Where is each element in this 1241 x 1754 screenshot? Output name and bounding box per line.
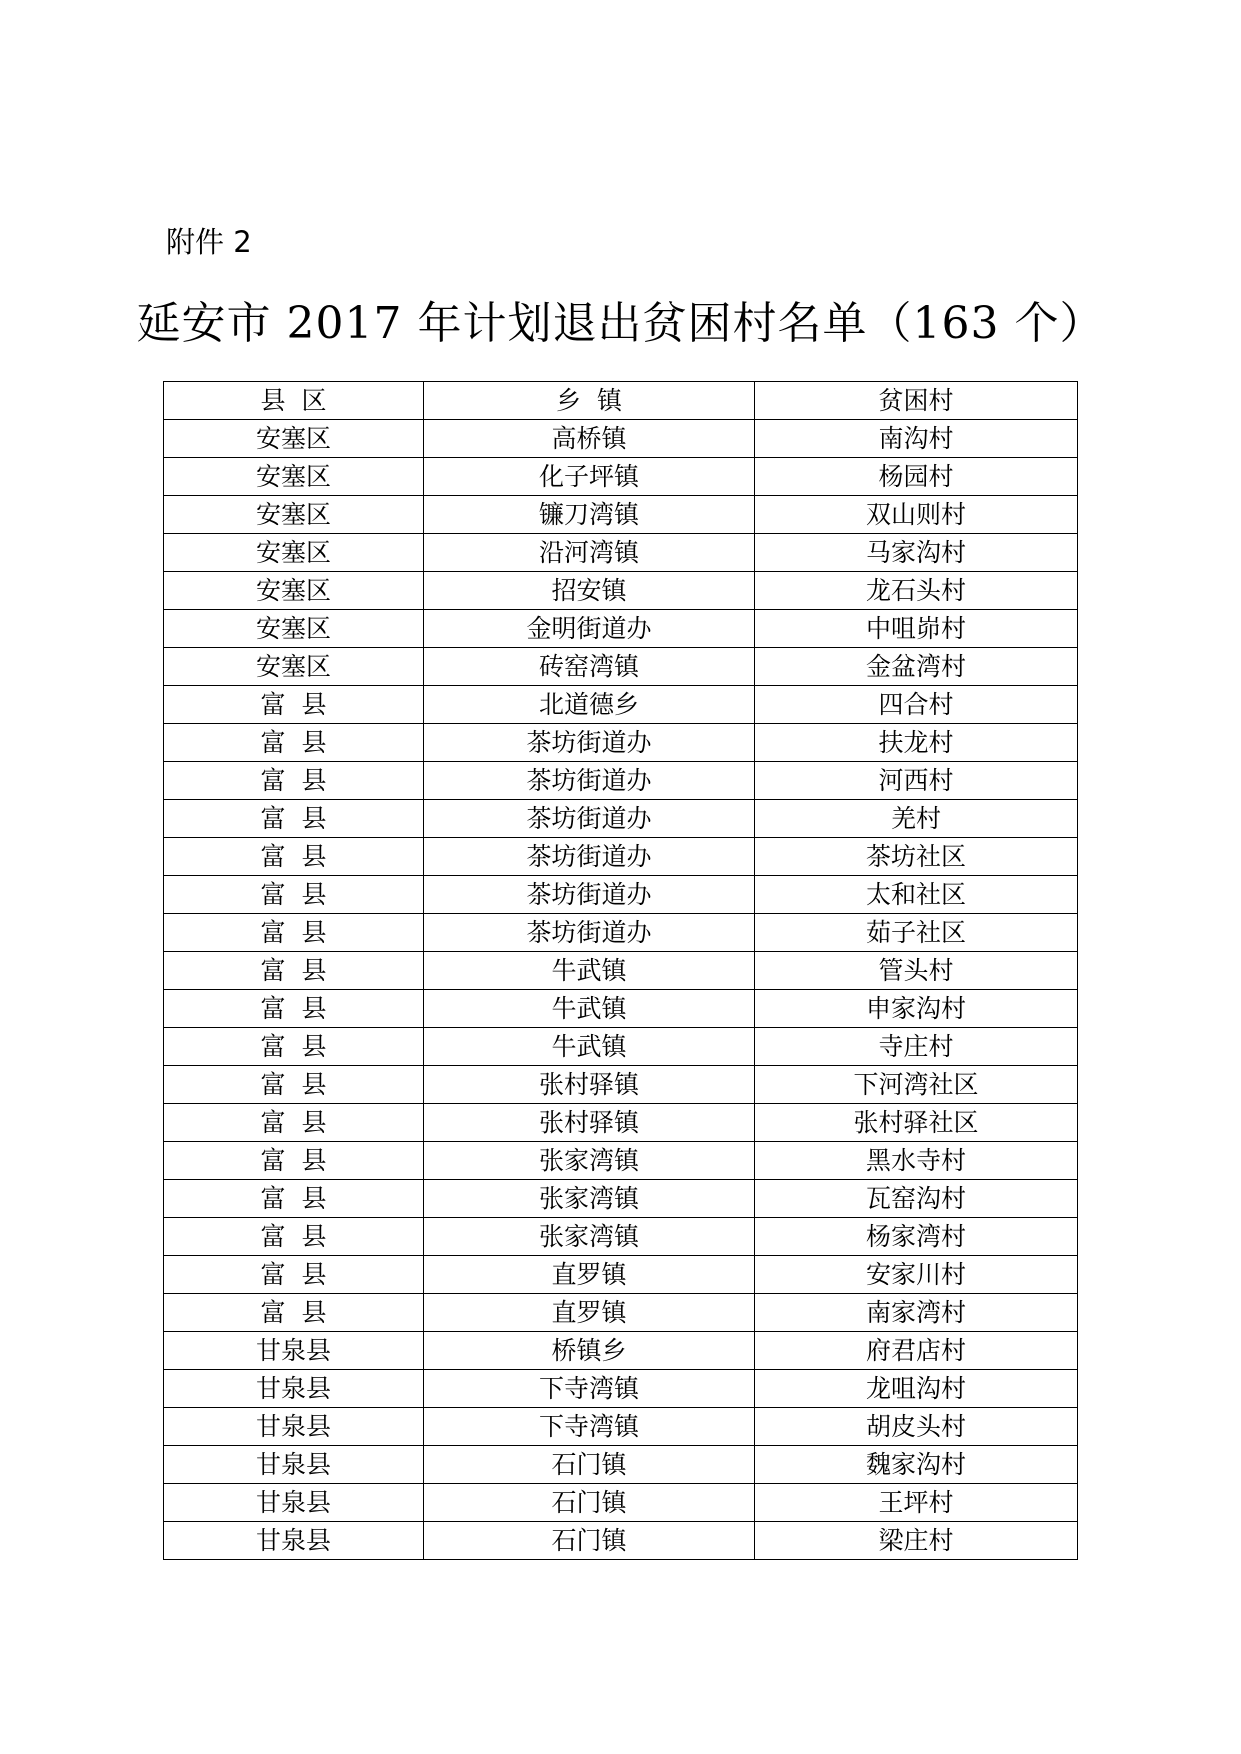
county-cell: 安塞区: [164, 610, 424, 648]
town-cell: 牛武镇: [424, 952, 755, 990]
town-cell: 茶坊街道办: [424, 724, 755, 762]
county-cell: 安塞区: [164, 534, 424, 572]
county-cell: 富 县: [164, 1218, 424, 1256]
county-cell: 甘泉县: [164, 1370, 424, 1408]
column-header-village: 贫困村: [755, 382, 1078, 420]
table-row: [164, 534, 1078, 572]
table-row: [164, 1522, 1078, 1560]
county-cell: 富 县: [164, 990, 424, 1028]
table-row: [164, 1484, 1078, 1522]
village-cell: 金盆湾村: [755, 648, 1078, 686]
village-cell: 黑水寺村: [755, 1142, 1078, 1180]
county-cell: 富 县: [164, 914, 424, 952]
table-row: [164, 1028, 1078, 1066]
village-cell: 双山则村: [755, 496, 1078, 534]
village-cell: 河西村: [755, 762, 1078, 800]
table-row: [164, 876, 1078, 914]
county-cell: 富 县: [164, 1104, 424, 1142]
town-cell: 牛武镇: [424, 990, 755, 1028]
county-cell: 安塞区: [164, 496, 424, 534]
table-row: [164, 1180, 1078, 1218]
town-cell: 化子坪镇: [424, 458, 755, 496]
town-cell: 石门镇: [424, 1446, 755, 1484]
town-cell: 张家湾镇: [424, 1180, 755, 1218]
village-cell: 杨园村: [755, 458, 1078, 496]
village-cell: 太和社区: [755, 876, 1078, 914]
table-row: [164, 458, 1078, 496]
town-cell: 石门镇: [424, 1522, 755, 1560]
town-cell: 茶坊街道办: [424, 876, 755, 914]
table-row: [164, 496, 1078, 534]
table-body: [164, 420, 1078, 1560]
county-cell: 甘泉县: [164, 1408, 424, 1446]
table-row: [164, 1104, 1078, 1142]
table-row: [164, 420, 1078, 458]
town-cell: 桥镇乡: [424, 1332, 755, 1370]
county-cell: 富 县: [164, 800, 424, 838]
table-row: [164, 838, 1078, 876]
village-cell: 魏家沟村: [755, 1446, 1078, 1484]
county-cell: 富 县: [164, 1028, 424, 1066]
town-cell: 下寺湾镇: [424, 1370, 755, 1408]
county-cell: 富 县: [164, 952, 424, 990]
county-cell: 甘泉县: [164, 1522, 424, 1560]
town-cell: 茶坊街道办: [424, 762, 755, 800]
town-cell: 高桥镇: [424, 420, 755, 458]
county-cell: 富 县: [164, 1180, 424, 1218]
village-cell: 安家川村: [755, 1256, 1078, 1294]
table-header-row: [164, 382, 1078, 420]
town-cell: 茶坊街道办: [424, 800, 755, 838]
table-row: [164, 648, 1078, 686]
county-cell: 安塞区: [164, 420, 424, 458]
village-cell: 府君店村: [755, 1332, 1078, 1370]
town-cell: 牛武镇: [424, 1028, 755, 1066]
village-cell: 南家湾村: [755, 1294, 1078, 1332]
village-cell: 杨家湾村: [755, 1218, 1078, 1256]
town-cell: 石门镇: [424, 1484, 755, 1522]
town-cell: 金明街道办: [424, 610, 755, 648]
page-title: 延安市 2017 年计划退出贫困村名单（163 个）: [136, 298, 1105, 349]
county-cell: 安塞区: [164, 458, 424, 496]
town-cell: 招安镇: [424, 572, 755, 610]
table-row: [164, 800, 1078, 838]
village-cell: 龙咀沟村: [755, 1370, 1078, 1408]
county-cell: 富 县: [164, 762, 424, 800]
village-cell: 寺庄村: [755, 1028, 1078, 1066]
village-cell: 中咀峁村: [755, 610, 1078, 648]
column-header-town: 乡 镇: [424, 382, 755, 420]
county-cell: 富 县: [164, 724, 424, 762]
table-row: [164, 914, 1078, 952]
table-row: [164, 610, 1078, 648]
table-row: [164, 724, 1078, 762]
table-row: [164, 1256, 1078, 1294]
village-cell: 马家沟村: [755, 534, 1078, 572]
county-cell: 富 县: [164, 1256, 424, 1294]
village-cell: 胡皮头村: [755, 1408, 1078, 1446]
town-cell: 砖窑湾镇: [424, 648, 755, 686]
village-cell: 龙石头村: [755, 572, 1078, 610]
town-cell: 北道德乡: [424, 686, 755, 724]
village-cell: 南沟村: [755, 420, 1078, 458]
attachment-label: 附件 2: [166, 225, 252, 259]
town-cell: 张家湾镇: [424, 1218, 755, 1256]
village-cell: 茹子社区: [755, 914, 1078, 952]
county-cell: 甘泉县: [164, 1484, 424, 1522]
county-cell: 富 县: [164, 1142, 424, 1180]
town-cell: 茶坊街道办: [424, 838, 755, 876]
table-row: [164, 1218, 1078, 1256]
town-cell: 张家湾镇: [424, 1142, 755, 1180]
town-cell: 直罗镇: [424, 1294, 755, 1332]
county-cell: 富 县: [164, 1294, 424, 1332]
county-cell: 富 县: [164, 838, 424, 876]
town-cell: 张村驿镇: [424, 1066, 755, 1104]
county-cell: 富 县: [164, 686, 424, 724]
table-row: [164, 1446, 1078, 1484]
town-cell: 镰刀湾镇: [424, 496, 755, 534]
table-row: [164, 1142, 1078, 1180]
town-cell: 张村驿镇: [424, 1104, 755, 1142]
table-row: [164, 1408, 1078, 1446]
village-cell: 瓦窑沟村: [755, 1180, 1078, 1218]
county-cell: 富 县: [164, 1066, 424, 1104]
town-cell: 茶坊街道办: [424, 914, 755, 952]
village-cell: 管头村: [755, 952, 1078, 990]
town-cell: 直罗镇: [424, 1256, 755, 1294]
village-table: [163, 381, 1078, 1560]
table-row: [164, 572, 1078, 610]
table-row: [164, 1066, 1078, 1104]
village-cell: 梁庄村: [755, 1522, 1078, 1560]
village-cell: 下河湾社区: [755, 1066, 1078, 1104]
village-cell: 扶龙村: [755, 724, 1078, 762]
table-row: [164, 1370, 1078, 1408]
table-row: [164, 990, 1078, 1028]
village-cell: 四合村: [755, 686, 1078, 724]
village-cell: 申家沟村: [755, 990, 1078, 1028]
county-cell: 富 县: [164, 876, 424, 914]
town-cell: 下寺湾镇: [424, 1408, 755, 1446]
column-header-county: 县 区: [164, 382, 424, 420]
table-row: [164, 1294, 1078, 1332]
county-cell: 甘泉县: [164, 1446, 424, 1484]
village-cell: 羌村: [755, 800, 1078, 838]
county-cell: 甘泉县: [164, 1332, 424, 1370]
county-cell: 安塞区: [164, 648, 424, 686]
table-row: [164, 686, 1078, 724]
county-cell: 安塞区: [164, 572, 424, 610]
table-row: [164, 762, 1078, 800]
table-row: [164, 1332, 1078, 1370]
village-cell: 张村驿社区: [755, 1104, 1078, 1142]
village-cell: 茶坊社区: [755, 838, 1078, 876]
table-row: [164, 952, 1078, 990]
village-cell: 王坪村: [755, 1484, 1078, 1522]
town-cell: 沿河湾镇: [424, 534, 755, 572]
